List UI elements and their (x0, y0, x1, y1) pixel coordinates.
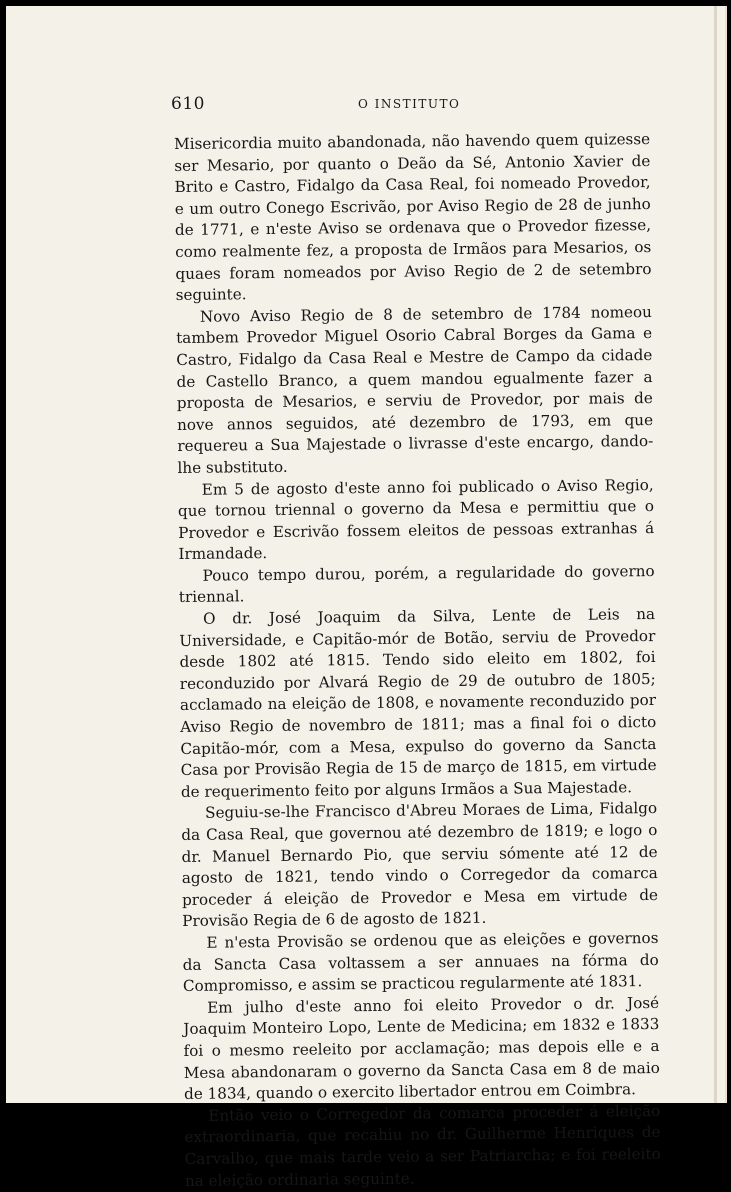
scanned-page (6, 6, 727, 1190)
page-header (171, 94, 651, 118)
paragraph-4: Pouco tempo durou, porém, a regularidade do governo triennal. (178, 561, 655, 607)
paragraph-8: Em julho d'este anno foi eleito Provedor o dr. José Joaquim Monteiro Lopo, Lente de Medicina; em 1832 e 1833 foi o mesmo reeleito por acclamação; mas depois elle e a Mesa abandonaram o governo da Sancta Casa em 8 de maio de 1834, quando o exercito libertador entrou em Coimbra. (183, 993, 660, 1104)
paragraph-5: O dr. José Joaquim da Silva, Lente de Leis na Universidade, e Capitão-mór de Botão, serviu de Provedor desde 1802 até 1815. Tendo sido eleito em 1802, foi reconduzido por Alvará Regio de 29 de outubro de 1805; acclamado na eleição de 1808, e novamente reconduzido por Aviso Regio de novembro de 1811; mas a final foi o dicto Capitão-mór, com a Mesa, expulso do governo da Sancta Casa por Provisão Regia de 15 de março de 1815, em virtude de requerimento feito por alguns Irmãos a Sua Majestade. (179, 605, 657, 801)
paragraph-6: Seguiu-se-lhe Francisco d'Abreu Moraes de Lima, Fidalgo da Casa Real, que governou até dezembro de 1819; e logo o dr. Manuel Bernardo Pio, que serviu sómente até 12 de agosto de 1821, tendo vindo o Corregedor da comarca proceder á eleição de Provedor e Mesa em virtude de Provisão Regia de 6 de agosto de 1821. (181, 799, 659, 931)
paragraph-7: E n'esta Provisão se ordenou que as eleições e governos da Sancta Casa voltassem a ser annuaes na fórma do Compromisso, e assim se practicou regularmente até 1831. (182, 928, 659, 996)
running-head: O INSTITUTO (358, 97, 461, 111)
body-text (174, 129, 661, 1192)
page-number: 610 (171, 94, 205, 114)
paragraph-9: Então veio o Corregedor da comarca proceder á eleição extraordinaria, que recahiu no dr. Guilherme Henriques de Carvalho, que mais tarde veio a ser Patriarcha; e foi reeleito na eleição ordinaria seguinte. (184, 1101, 661, 1190)
paragraph-3: Em 5 de agosto d'este anno foi publicado o Aviso Regio, que tornou triennal o governo da Mesa e permittiu que o Provedor e Escrivão fossem eleitos de pessoas extranhas á Irmandade. (177, 475, 655, 564)
paragraph-2: Novo Aviso Regio de 8 de setembro de 1784 nomeou tambem Provedor Miguel Osorio Cabral Borges da Gama e Castro, Fidalgo da Casa Real e Mestre de Campo da cidade de Castello Branco, a quem mandou egualmente fazer a proposta de Mesarios, e serviu de Provedor, por mais de nove annos seguidos, até dezembro de 1793, em que requereu a Sua Majestade o livrasse d'este encargo, dando-lhe substituto. (176, 302, 654, 477)
scan-edge-shadow (714, 6, 717, 1103)
paragraph-1: Misericordia muito abandonada, não havendo quem quizesse ser Mesario, por quanto o Deão da Sé, Antonio Xavier de Brito e Castro, Fidalgo da Casa Real, foi nomeado Provedor, e um outro Conego Escrivão, por Aviso Regio de 28 de junho de 1771, e n'este Aviso se ordenava que o Provedor fizesse, como realmente fez, a proposta de Irmãos para Mesarios, os quaes foram nomeados por Aviso Regio de 2 de setembro seguinte. (174, 130, 652, 305)
